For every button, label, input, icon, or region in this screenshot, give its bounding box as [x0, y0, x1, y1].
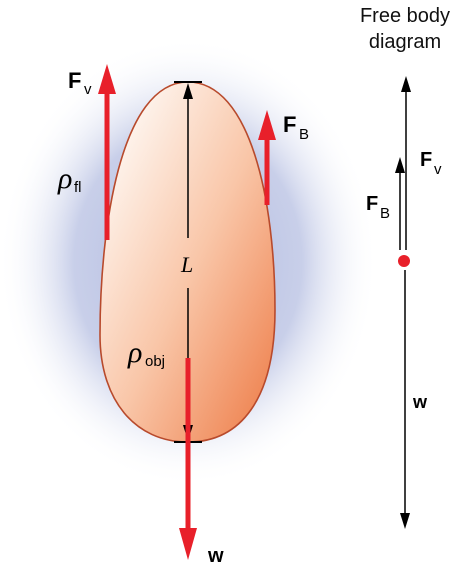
length-label: L: [181, 252, 194, 277]
fb-label: F: [283, 112, 297, 137]
fbd-fv-subscript: v: [434, 161, 442, 178]
fbd-title-line2: diagram: [368, 31, 442, 53]
fbd-fb-label: F: [366, 193, 379, 215]
rho-object-label: ρ: [128, 336, 143, 369]
fv-label-subscript: v: [84, 81, 92, 98]
fbd-fv-head: [401, 76, 411, 92]
w-label: w: [208, 545, 224, 567]
fbd-fv-label: F: [420, 149, 433, 171]
fbd-w-label: w: [413, 392, 428, 412]
rho-fluid-label: ρ: [58, 162, 73, 195]
fbd-fb-head: [395, 157, 405, 173]
fv-label: F: [68, 68, 82, 93]
fb-label-subscript: B: [299, 126, 310, 143]
fbd-fb-subscript: B: [380, 205, 391, 222]
rho-fluid-subscript: fl: [74, 179, 82, 196]
w-arrow-head: [179, 528, 197, 560]
fbd-title-line1: Free body: [359, 5, 451, 27]
rho-object-subscript: obj: [145, 353, 166, 370]
fbd-w-head: [400, 513, 410, 529]
fbd-point: [398, 255, 410, 267]
